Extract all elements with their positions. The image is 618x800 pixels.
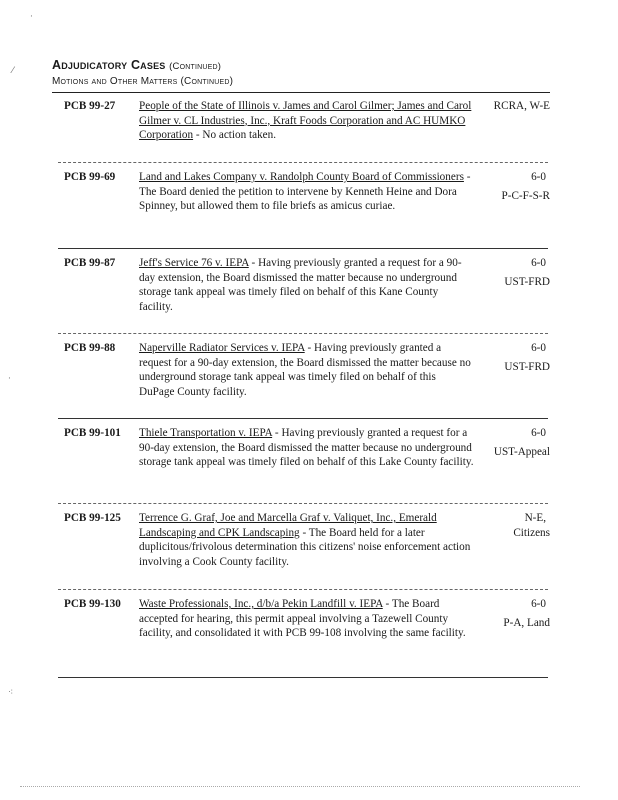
case-divider — [58, 248, 548, 249]
case-vote: 6-0 — [531, 598, 546, 610]
case-text: - The Board held for a later duplicitous/frivolous determination this citizens' noise enforcement action involving a Cook County facility. — [139, 526, 471, 568]
case-vote: 6-0 — [531, 427, 546, 439]
case-description — [139, 426, 474, 470]
case-type: RCRA, W-E — [493, 100, 550, 112]
section-title — [52, 58, 221, 72]
case-title: Terrence G. Graf, Joe and Marcella Graf v. Valiquet, Inc., Emerald Landscaping and CPK Landscaping — [139, 512, 437, 539]
case-number: PCB 99-87 — [64, 257, 116, 269]
case-text: - Having previously granted a request for a 90-day extension, the Board dismissed the matter because no underground storage tank appeal was timely filed on behalf of this Kane County facility. — [139, 257, 462, 313]
case-type: P-A, Land — [503, 616, 550, 629]
case-vote: 6-0 — [531, 171, 546, 183]
case-divider — [58, 162, 548, 163]
case-title: Thiele Transportation v. IEPA — [139, 427, 273, 439]
section-subtitle: Motions and Other Matters (Continued) — [52, 76, 234, 87]
case-title: Jeff's Service 76 v. IEPA — [139, 257, 249, 269]
case-text: - No action taken. — [193, 129, 277, 142]
case-title: People of the State of Illinois v. James and Carol Gilmer; James and Carol Gilmer v. CL Industries, Inc., Kraft Foods Corporation and AC HUMKO Corporation — [139, 100, 472, 142]
case-description — [139, 597, 474, 641]
case-side — [460, 341, 550, 374]
case-divider — [58, 418, 548, 419]
case-description — [139, 341, 474, 399]
case-side — [460, 426, 550, 459]
case-divider — [58, 333, 548, 334]
case-divider — [58, 589, 548, 590]
case-number: PCB 99-69 — [64, 171, 116, 183]
case-type: Citizens — [513, 526, 550, 539]
header-rule — [52, 92, 550, 93]
case-side — [460, 256, 550, 289]
case-type: UST-Appeal — [493, 445, 550, 458]
case-number: PCB 99-125 — [64, 512, 121, 524]
scan-speck: ⁄ — [12, 66, 14, 76]
scan-noise-line — [20, 786, 580, 787]
case-side — [460, 170, 550, 203]
scan-speck: · — [8, 374, 11, 384]
case-type: P-C-F-S-R — [501, 189, 550, 202]
case-description — [139, 256, 474, 314]
scan-speck: · — [30, 12, 33, 22]
case-title: Land and Lakes Company v. Randolph County Board of Commissioners — [139, 171, 464, 183]
case-description — [139, 99, 474, 143]
case-title: Waste Professionals, Inc., d/b/a Pekin Landfill v. IEPA — [139, 598, 383, 610]
case-text: - The Board accepted for hearing, this permit appeal involving a Tazewell County facility, and consolidated it with PCB 99-108 involving the same facility. — [139, 598, 466, 640]
case-text: - The Board denied the petition to intervene by Kenneth Heine and Dora Spinney, but allowed them to file briefs as amicus curiae. — [139, 171, 471, 213]
case-description — [139, 170, 474, 214]
case-description — [139, 511, 474, 569]
case-number: PCB 99-101 — [64, 427, 121, 439]
case-type: UST-FRD — [504, 275, 550, 288]
case-text: - Having previously granted a request for a 90-day extension, the Board dismissed the matter because no underground storage tank appeal was timely filed on behalf of this DuPage County facility. — [139, 342, 471, 398]
case-vote: 6-0 — [531, 342, 546, 354]
case-text: - Having previously granted a request for a 90-day extension, the Board dismissed the matter because no underground storage tank appeal was timely filed on behalf of this Lake County facility. — [139, 427, 474, 469]
case-title: Naperville Radiator Services v. IEPA — [139, 342, 305, 354]
section-title-main: Adjudicatory Cases — [52, 58, 166, 72]
case-side — [460, 99, 550, 114]
section-title-paren: (Continued) — [169, 61, 222, 72]
case-divider — [58, 677, 548, 678]
case-side — [460, 511, 550, 540]
case-vote: 6-0 — [531, 257, 546, 269]
scan-speck: ⁖ — [8, 688, 14, 698]
case-number: PCB 99-27 — [64, 100, 116, 112]
case-divider — [58, 503, 548, 504]
case-vote: N-E, — [524, 512, 546, 524]
case-number: PCB 99-130 — [64, 598, 121, 610]
case-number: PCB 99-88 — [64, 342, 116, 354]
case-type: UST-FRD — [504, 360, 550, 373]
case-side — [460, 597, 550, 630]
